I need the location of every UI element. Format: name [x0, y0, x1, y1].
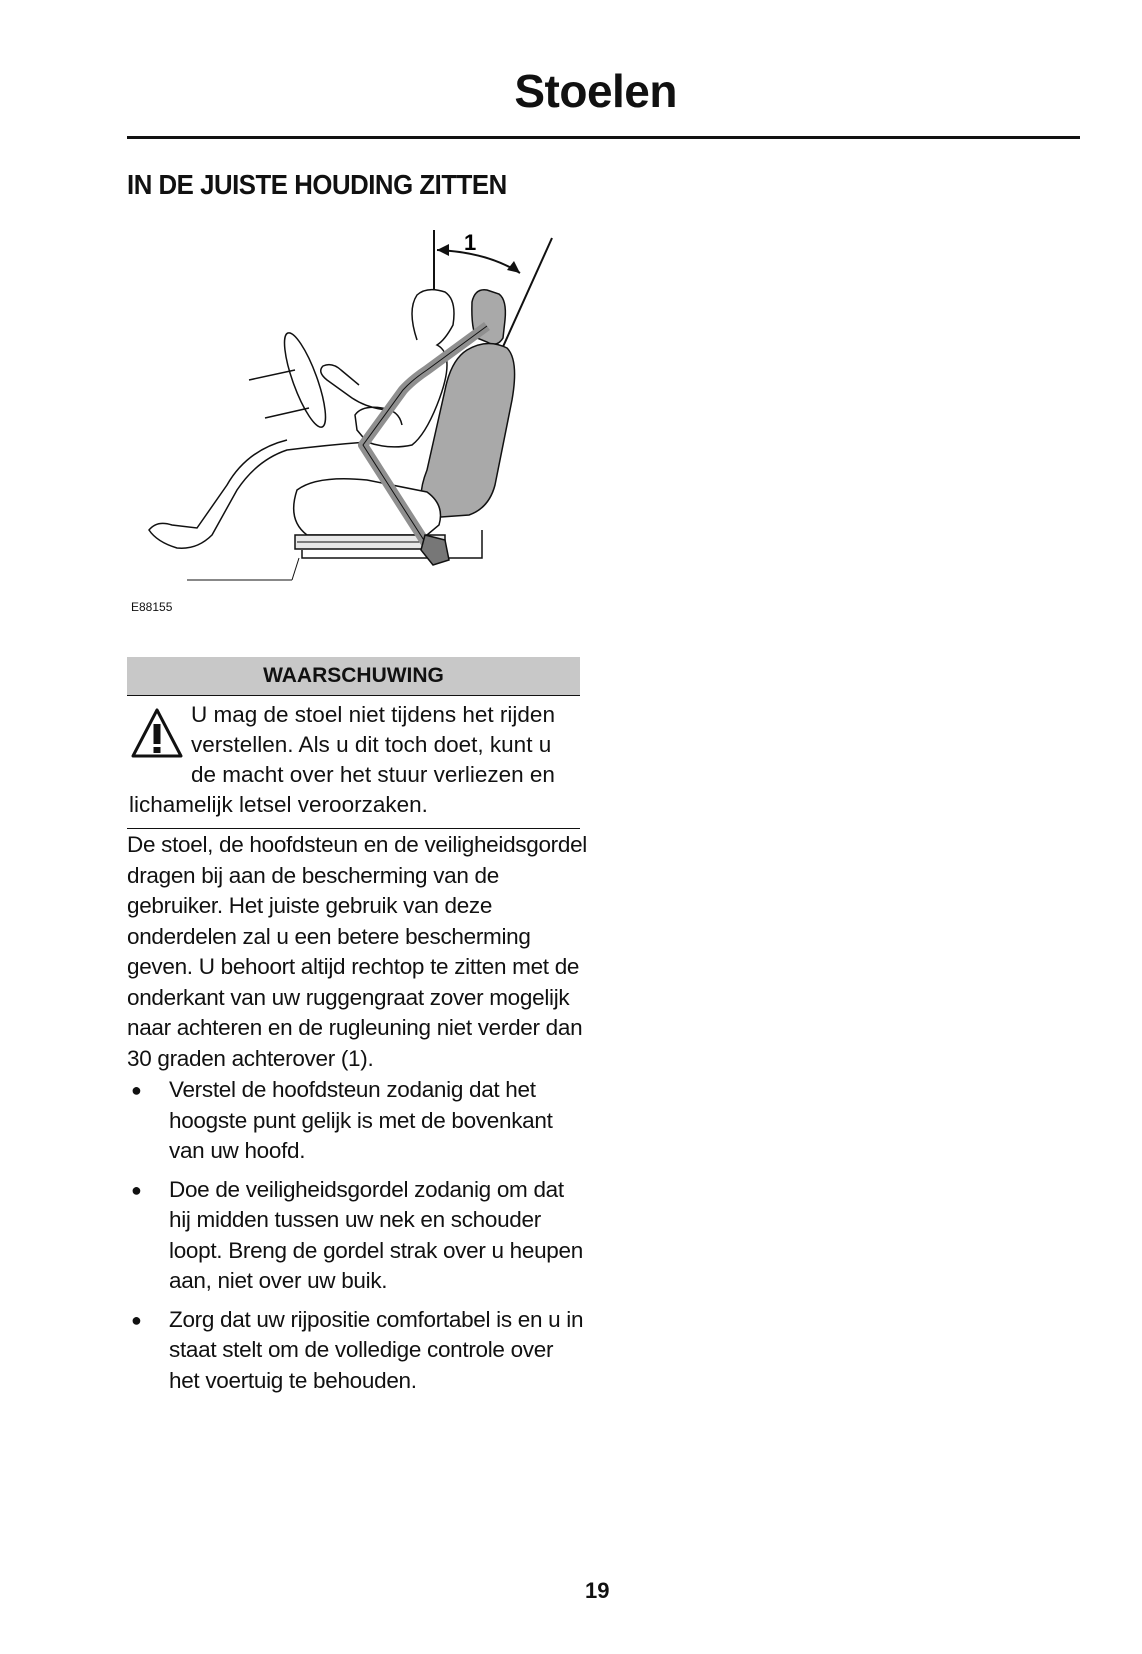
list-item-text: Doe de veiligheidsgordel zodanig om dat hij midden tussen uw nek en schouder loopt. Breng de gordel strak over u heupen aan, niet over uw buik. — [169, 1176, 583, 1293]
body-paragraph: De stoel, de hoofdsteun en de veiligheidsgordel dragen bij aan de bescherming van de gebruiker. Het juiste gebruik van deze onderdelen zal u een betere bescherming geven. U behoort altijd rechtop te zitten met de onderkant van uw ruggengraat zover mogelijk naar achteren en de rugleuning niet verder dan 30 graden achterover (1). — [127, 832, 587, 1071]
steering-column-bottom — [265, 408, 309, 418]
code-leader-tick — [292, 558, 299, 580]
driver-seat-diagram — [127, 230, 607, 625]
chapter-title: Stoelen — [514, 65, 677, 117]
bullet-icon: ● — [131, 1080, 142, 1100]
list-item — [127, 1305, 587, 1397]
warning-triangle-icon — [129, 706, 185, 762]
bullet-icon: ● — [131, 1309, 142, 1330]
arc-arrowhead-left — [437, 244, 449, 256]
seat-belt-buckle — [421, 535, 449, 565]
page-number: 19 — [585, 1578, 610, 1603]
backrest-angle-line — [497, 238, 552, 360]
list-item-text: Zorg dat uw rijpositie comfortabel is en u in staat stelt om de volledige controle over het voertuig te behouden. — [169, 1306, 584, 1393]
section-heading: IN DE JUISTE HOUDING ZITTEN — [127, 169, 507, 200]
bullet-icon: ● — [131, 1179, 142, 1200]
warning-box — [127, 657, 580, 829]
warning-title: WAARSCHUWING — [127, 657, 580, 696]
angle-callout-label: 1 — [464, 230, 477, 255]
warning-body — [127, 696, 580, 829]
list-item — [127, 1175, 587, 1297]
list-item — [127, 1075, 587, 1167]
driver-arm — [321, 365, 387, 410]
title-rule — [127, 136, 1080, 139]
warning-text: U mag de stoel niet tijdens het rijden verstellen. Als u dit toch doet, kunt u de macht over het stuur verliezen en lichamelijk letsel veroorzaken. — [129, 702, 555, 817]
steering-column-top — [249, 370, 295, 380]
instruction-list — [127, 1075, 587, 1404]
seating-position-illustration — [127, 230, 607, 625]
figure-code: E88155 — [131, 600, 173, 614]
list-item-text: Verstel de hoofdsteun zodanig dat het hoogste punt gelijk is met de bovenkant van uw hoofd. — [169, 1077, 553, 1163]
steering-wheel — [277, 329, 334, 431]
